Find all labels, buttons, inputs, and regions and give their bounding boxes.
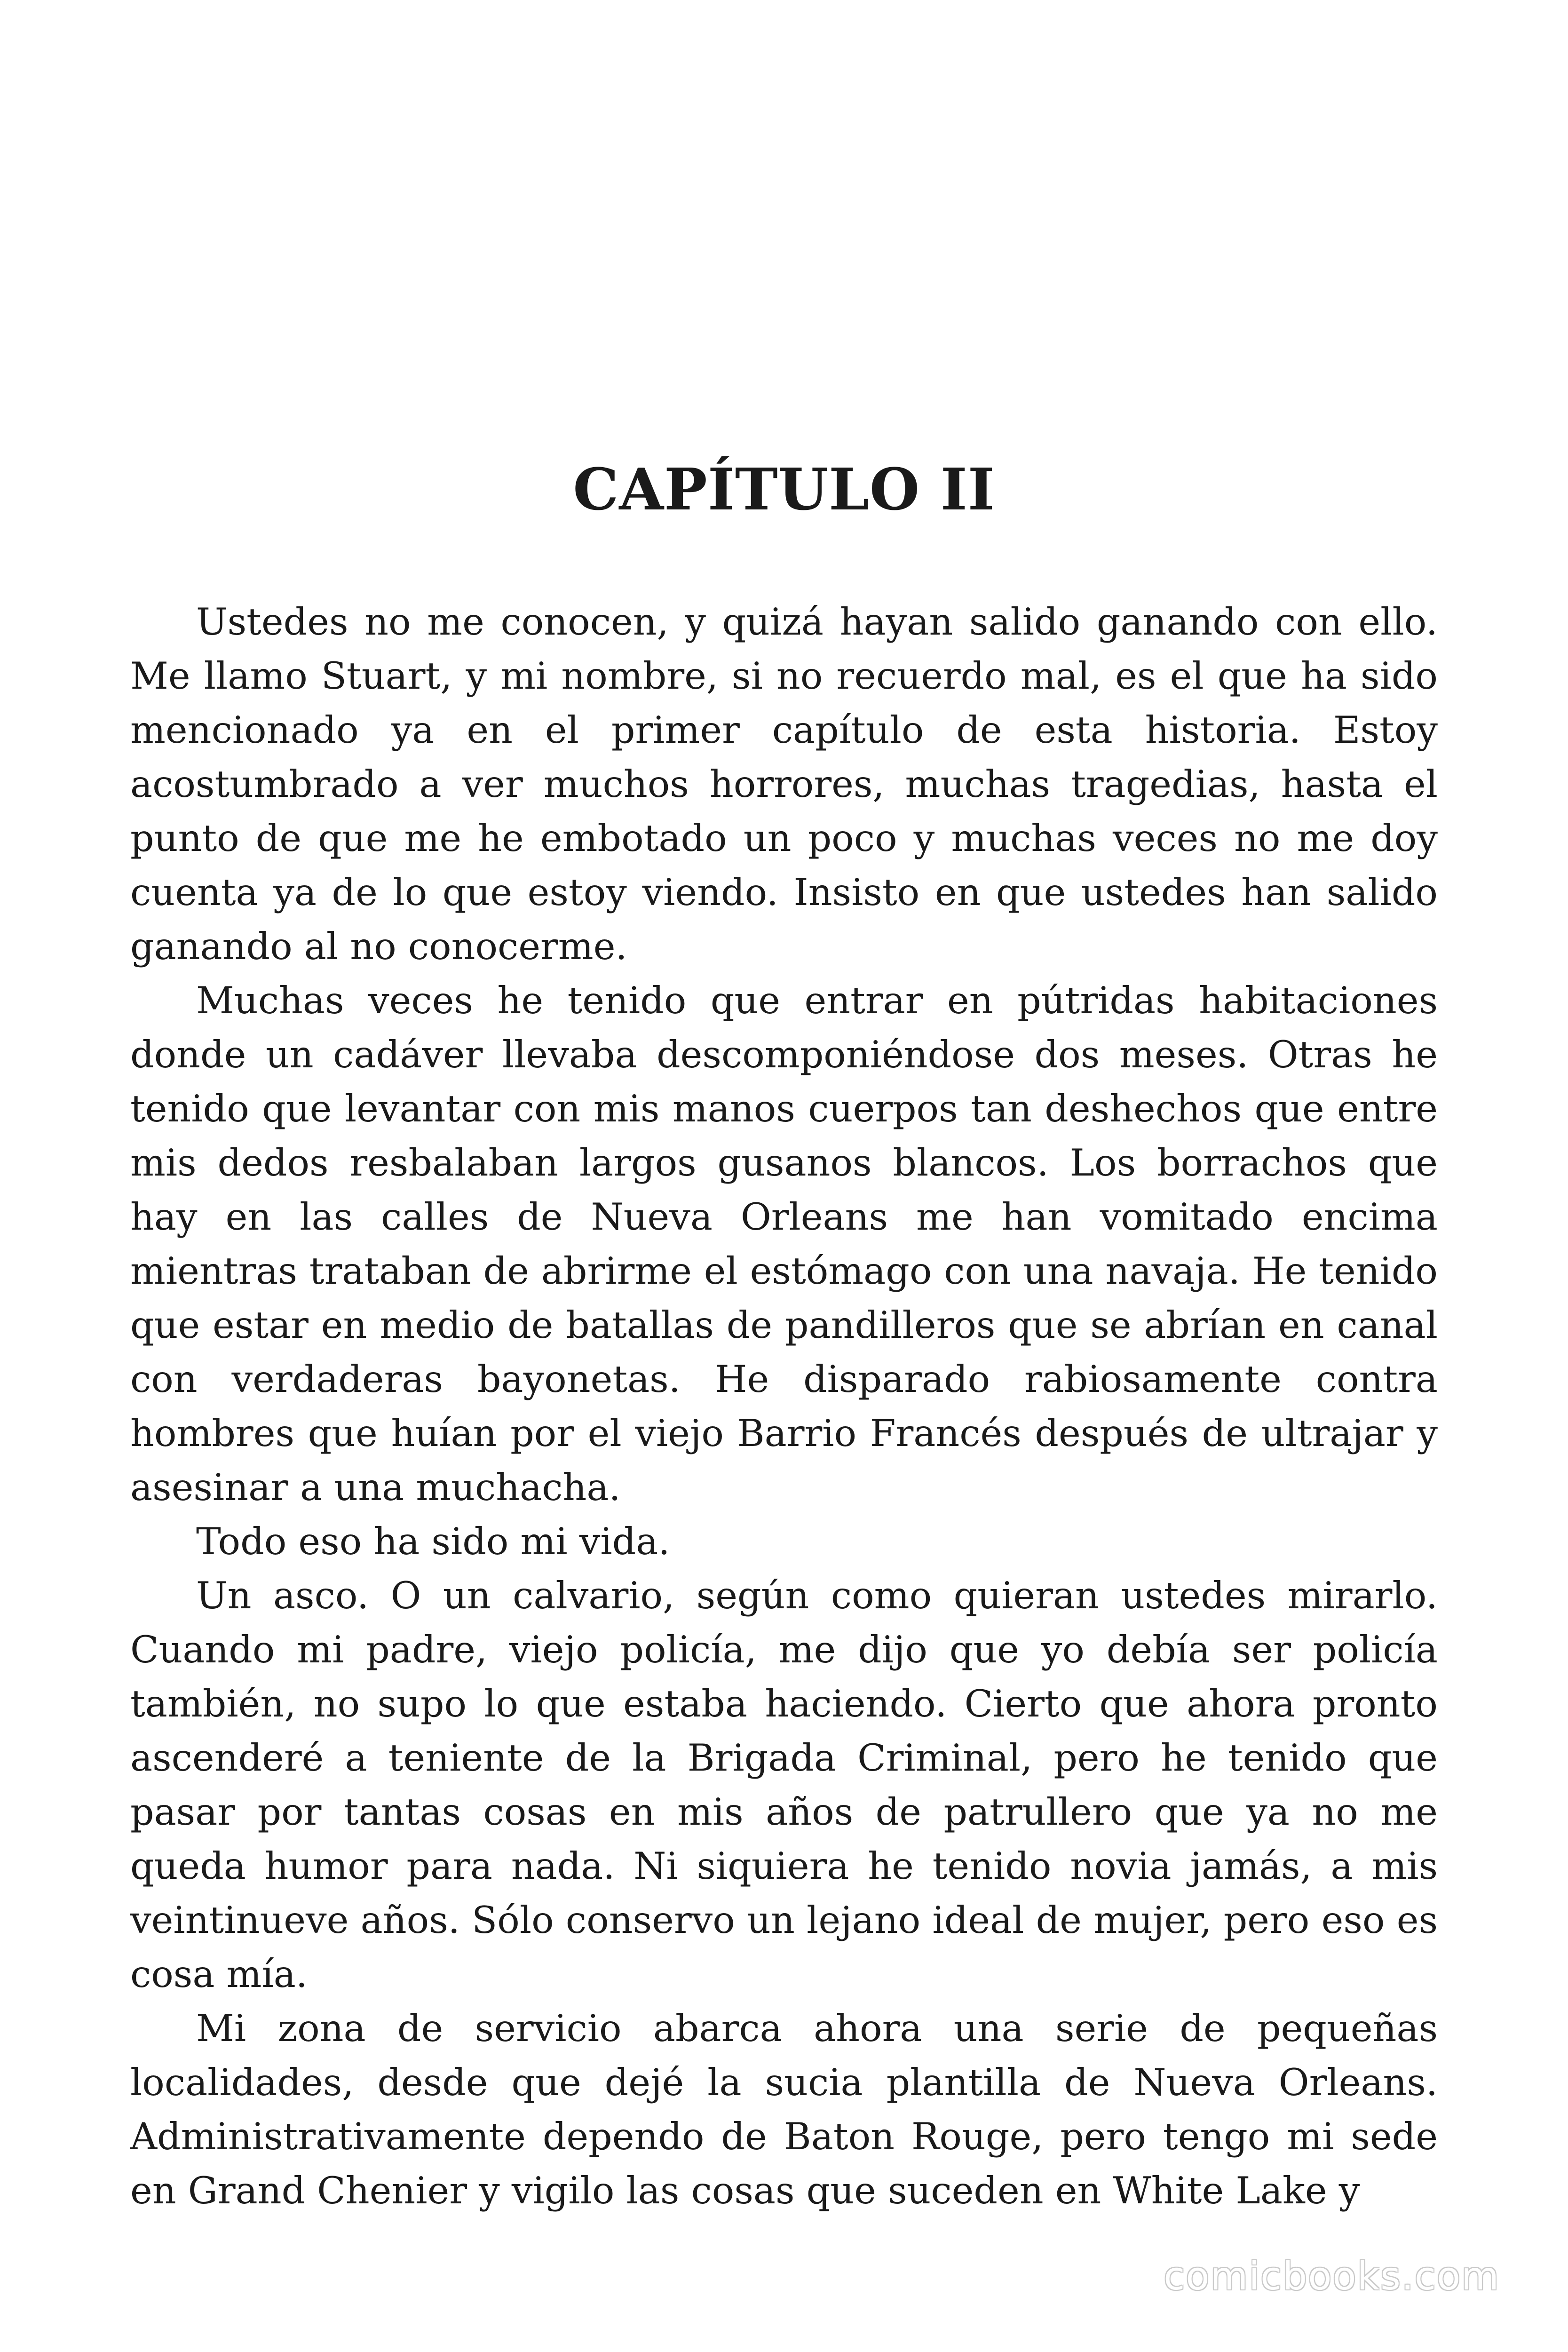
chapter-body xyxy=(130,595,1438,2218)
watermark: comicbooks.com xyxy=(1164,2254,1500,2299)
paragraph: Mi zona de servicio abarca ahora una serie de pequeñas localidades, desde que dejé la sucia plantilla de Nueva Orleans. Administrativamente dependo de Baton Rouge, pero tengo mi sede en Grand Chenier y vigilo las cosas que suceden en White Lake y xyxy=(130,2007,1438,2212)
paragraph: Ustedes no me conocen, y quizá hayan salido ganando con ello. Me llamo Stuart, y mi nombre, si no recuerdo mal, es el que ha sido mencionado ya en el primer capítulo de esta historia. Estoy acostumbrado a ver muchos horrores, muchas tragedias, hasta el punto de que me he embotado un poco y muchas veces no me doy cuenta ya de lo que estoy viendo. Insisto en que ustedes han salido ganando al no conocerme. xyxy=(130,600,1438,968)
paragraph: Muchas veces he tenido que entrar en pútridas habitaciones donde un cadáver llevaba descomponiéndose dos meses. Otras he tenido que levantar con mis manos cuerpos tan deshechos que entre mis dedos resbalaban largos gusanos blancos. Los borrachos que hay en las calles de Nueva Orleans me han vomitado encima mientras trataban de abrirme el estómago con una navaja. He tenido que estar en medio de batallas de pandilleros que se abrían en canal con verdaderas bayonetas. He disparado rabiosamente contra hombres que huían por el viejo Barrio Francés después de ultrajar y asesinar a una muchacha. xyxy=(130,979,1438,1509)
chapter-title: CAPÍTULO II xyxy=(573,455,995,523)
paragraph: Todo eso ha sido mi vida. xyxy=(196,1520,670,1563)
paragraph: Un asco. O un calvario, según como quieran ustedes mirarlo. Cuando mi padre, viejo policía, me dijo que yo debía ser policía también, no supo lo que estaba haciendo. Cierto que ahora pronto ascenderé a teniente de la Brigada Criminal, pero he tenido que pasar por tantas cosas en mis años de patrullero que ya no me queda humor para nada. Ni siquiera he tenido novia jamás, a mis veintinueve años. Sólo conservo un lejano ideal de mujer, pero eso es cosa mía. xyxy=(130,1574,1438,1996)
